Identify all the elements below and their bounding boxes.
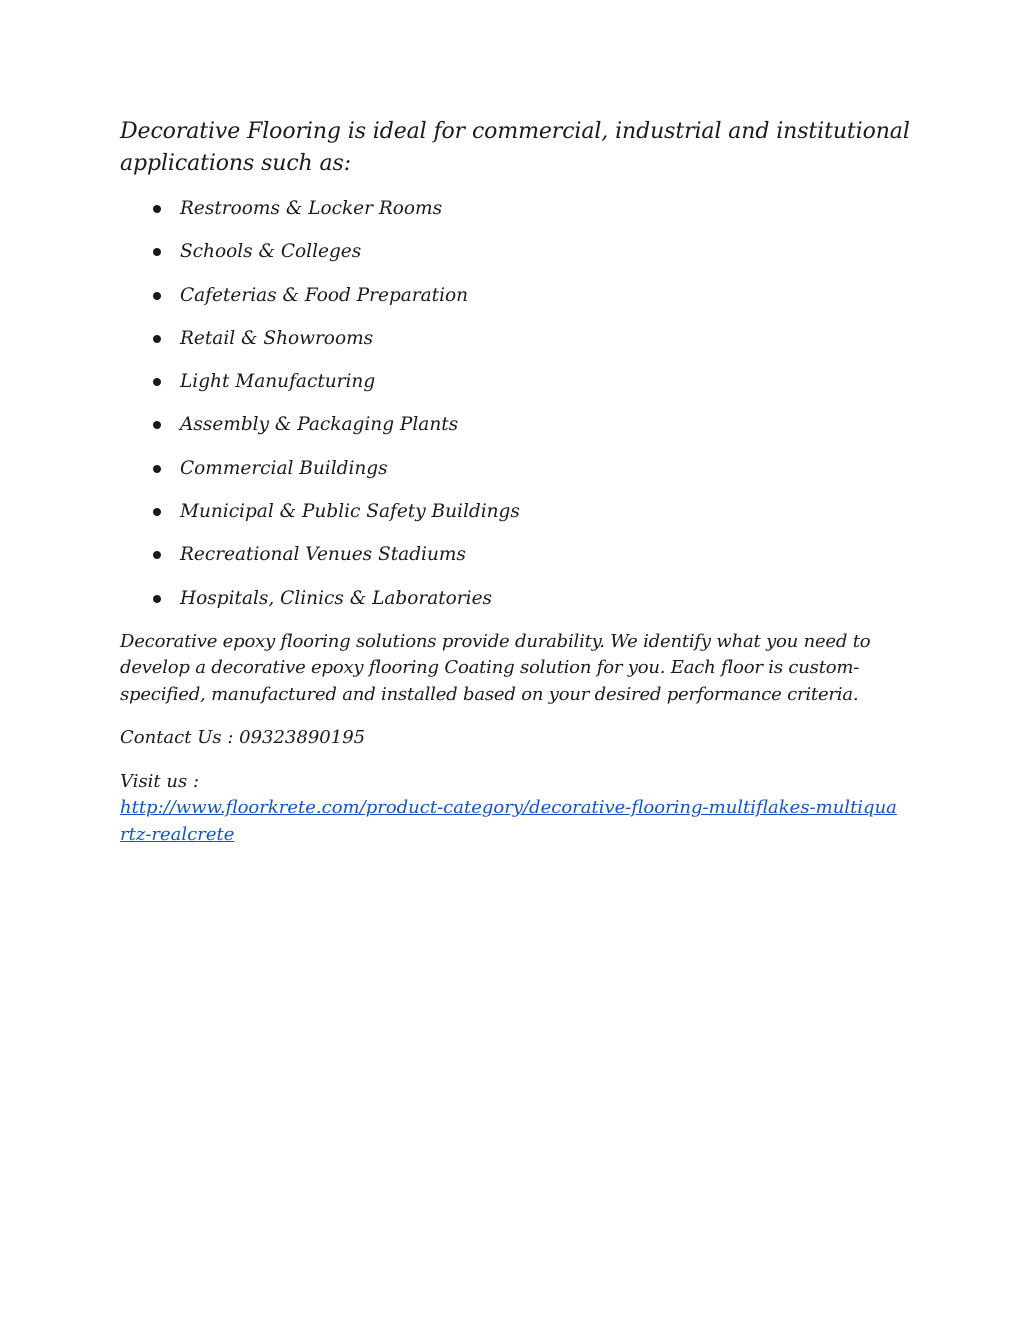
list-item	[120, 194, 910, 237]
list-item	[120, 497, 910, 540]
website-link[interactable]: http://www.floorkrete.com/product-category/decorative-flooring-multiflakes-multiquartz-realcrete	[120, 797, 897, 845]
list-item	[120, 324, 910, 367]
list-item	[120, 281, 910, 324]
list-item	[120, 540, 910, 583]
bullet-icon	[153, 378, 161, 386]
list-item-label: Retail & Showrooms	[180, 327, 374, 349]
applications-list	[120, 194, 910, 627]
bullet-icon	[153, 508, 161, 516]
list-item-label: Light Manufacturing	[180, 371, 376, 393]
list-item	[120, 454, 910, 497]
list-item-label: Municipal & Public Safety Buildings	[180, 501, 520, 523]
bullet-icon	[153, 248, 161, 256]
bullet-icon	[153, 421, 161, 429]
list-item	[120, 410, 910, 453]
list-item	[120, 584, 910, 627]
contact-line: Contact Us : 09323890195	[120, 727, 366, 749]
document-heading: Decorative Flooring is ideal for commercial, industrial and institutional applications such as:	[120, 119, 910, 176]
list-item-label: Assembly & Packaging Plants	[180, 414, 459, 436]
list-item	[120, 367, 910, 410]
list-item-label: Recreational Venues Stadiums	[180, 544, 466, 566]
list-item-label: Commercial Buildings	[180, 457, 388, 479]
visit-label: Visit us :	[120, 770, 200, 792]
bullet-icon	[153, 292, 161, 300]
bullet-icon	[153, 205, 161, 213]
list-item-label: Schools & Colleges	[180, 241, 362, 263]
bullet-icon	[153, 595, 161, 603]
list-item	[120, 237, 910, 280]
bullet-icon	[153, 335, 161, 343]
bullet-icon	[153, 465, 161, 473]
bullet-icon	[153, 551, 161, 559]
visit-section	[120, 769, 910, 849]
document-page	[120, 116, 910, 848]
list-item-label: Restrooms & Locker Rooms	[180, 198, 443, 219]
list-item-label: Cafeterias & Food Preparation	[180, 284, 469, 306]
description-paragraph: Decorative epoxy flooring solutions provide durability. We identify what you need to develop a decorative epoxy flooring Coating solution for you. Each floor is custom-specified, manufactured and installed based on your desired performance criteria.	[120, 630, 871, 705]
list-item-label: Hospitals, Clinics & Laboratories	[180, 587, 493, 609]
